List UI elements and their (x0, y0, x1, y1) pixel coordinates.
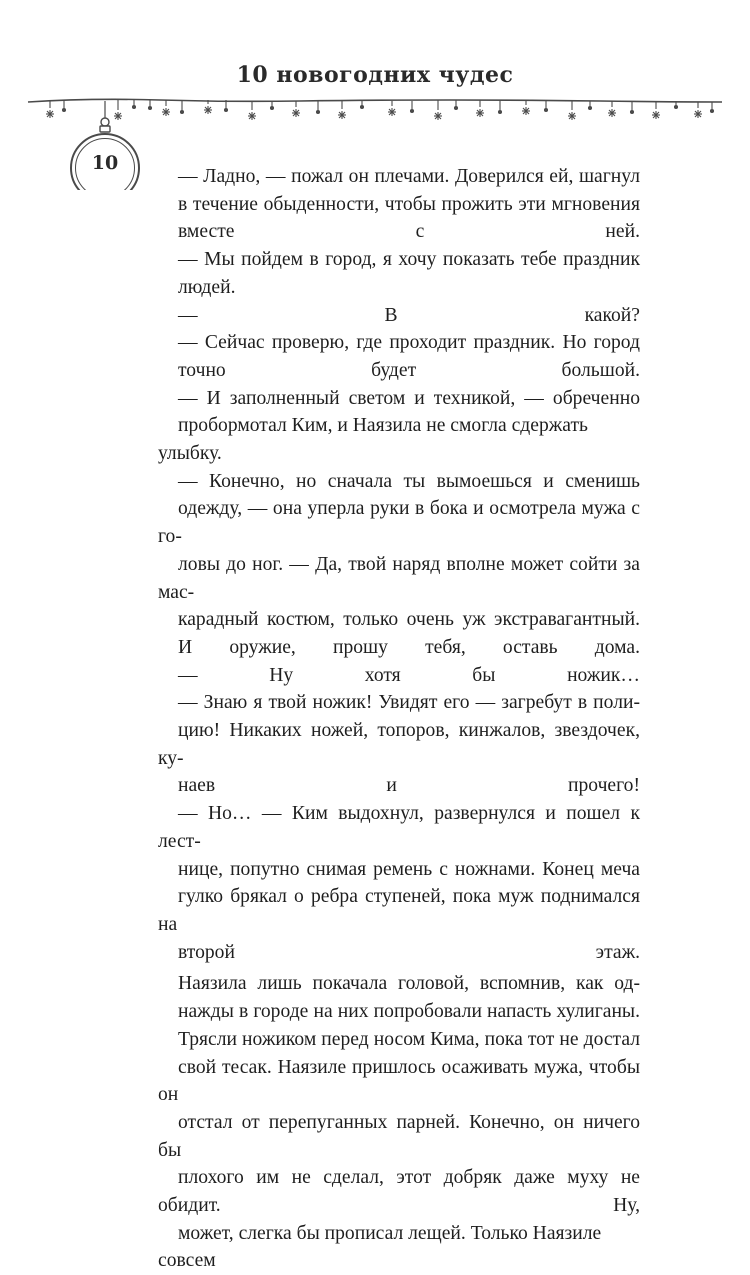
light-icon (317, 101, 320, 114)
paragraph (158, 329, 640, 384)
snowflake-icon (476, 100, 484, 117)
paragraph (158, 800, 640, 966)
text-line: гулко брякал о ребра ступеней, пока муж поднимался на (158, 886, 640, 935)
snowflake-icon (114, 100, 122, 120)
snowflake-icon (248, 101, 256, 120)
light-icon (181, 100, 184, 114)
text-line: И оружие, прошу тебя, оставь дома. (178, 636, 640, 658)
light-icon (63, 101, 66, 112)
paragraph (158, 163, 640, 246)
garland-string (28, 99, 722, 102)
text-line: пробормотал Ким, и Наязила не смогла сдержать улыбку. (158, 415, 588, 465)
light-icon (711, 102, 714, 113)
text-line: Трясли ножиком перед носом Кима, пока тот не достал (178, 1028, 640, 1050)
text-line: в течение обыденности, чтобы прожить эти мгновения (178, 193, 640, 215)
page-number: 10 (91, 152, 119, 174)
snowflake-icon (162, 100, 170, 116)
snowflake-icon (292, 101, 300, 117)
text-line: карадный костюм, только очень уж экстравагантный. (178, 609, 640, 631)
light-icon (149, 100, 152, 110)
text-line: — И заполненный светом и техникой, — обреченно (178, 387, 640, 409)
paragraph (158, 246, 640, 301)
text-line: — Мы пойдем в город, я хочу показать тебе праздник (178, 249, 640, 271)
snowflake-icon (522, 100, 530, 115)
snowflake-icon (46, 101, 54, 118)
snowflake-icon (652, 101, 660, 119)
light-icon (589, 101, 592, 110)
text-line: нажды в городе на них попробовали напасть хулиганы. (178, 1001, 640, 1023)
light-icon (411, 101, 414, 113)
text-line: — В какой? (178, 304, 640, 326)
paragraph (158, 662, 640, 690)
text-line: плохого им не сделал, этот добряк даже муху не обидит. Ну, (158, 1167, 640, 1217)
text-line: может, слегка бы прописал лещей. Только Наязиле совсем (158, 1222, 602, 1272)
text-line: цию! Никаких ножей, топоров, кинжалов, звездочек, ку- (158, 720, 640, 769)
text-line: одежду, — она уперла руки в бока и осмотрела мужа с го- (158, 498, 640, 548)
light-icon (271, 101, 274, 110)
snowflake-icon (388, 101, 396, 116)
snowflake-icon (608, 101, 616, 117)
light-icon (631, 101, 634, 114)
ornament-bauble-icon (71, 101, 139, 190)
paragraph (158, 385, 640, 468)
garland-lights (46, 100, 714, 120)
text-line: — Ладно, — пожал он плечами. Доверился ей, шагнул (178, 166, 640, 187)
snowflake-icon (694, 102, 702, 118)
text-line: второй этаж. (178, 941, 640, 963)
body-text (158, 163, 640, 1275)
light-icon (499, 100, 502, 114)
paragraph (158, 970, 640, 1275)
light-icon (545, 100, 548, 112)
text-line: — Но… — Ким выдохнул, развернулся и пошел к лест- (158, 803, 640, 852)
light-icon (361, 101, 364, 109)
text-line: — Сейчас проверю, где проходит праздник. Но город (178, 332, 640, 354)
text-line: — Знаю я твой ножик! Увидят его — загребут в поли- (178, 692, 640, 714)
text-line: точно будет большой. (178, 359, 640, 381)
snowflake-icon (204, 100, 212, 114)
snowflake-icon (568, 101, 576, 120)
text-line: нице, попутно снимая ремень с ножнами. Конец меча (178, 858, 640, 880)
text-line: — Ну хотя бы ножик… (178, 664, 640, 686)
running-title: 10 новогодних чудес (236, 62, 514, 88)
text-line: — Конечно, но сначала ты вымоешься и сменишь (178, 470, 640, 492)
text-line: свой тесак. Наязиле пришлось осаживать мужа, чтобы он (158, 1056, 640, 1106)
text-line: Наязила лишь покачала головой, вспомнив, как од- (178, 973, 640, 995)
text-line: ловы до ног. — Да, твой наряд вполне может сойти за мас- (158, 553, 640, 603)
text-line: наев и прочего! (178, 775, 640, 797)
paragraph (158, 302, 640, 330)
snowflake-icon (338, 101, 346, 119)
paragraph (158, 468, 640, 662)
text-line: вместе с ней. (178, 221, 640, 243)
paragraph (158, 689, 640, 800)
light-icon (133, 100, 136, 109)
light-icon (455, 100, 458, 110)
text-line: людей. (178, 276, 236, 298)
snowflake-icon (434, 100, 442, 120)
text-line: отстал от перепуганных парней. Конечно, он ничего бы (158, 1111, 640, 1161)
